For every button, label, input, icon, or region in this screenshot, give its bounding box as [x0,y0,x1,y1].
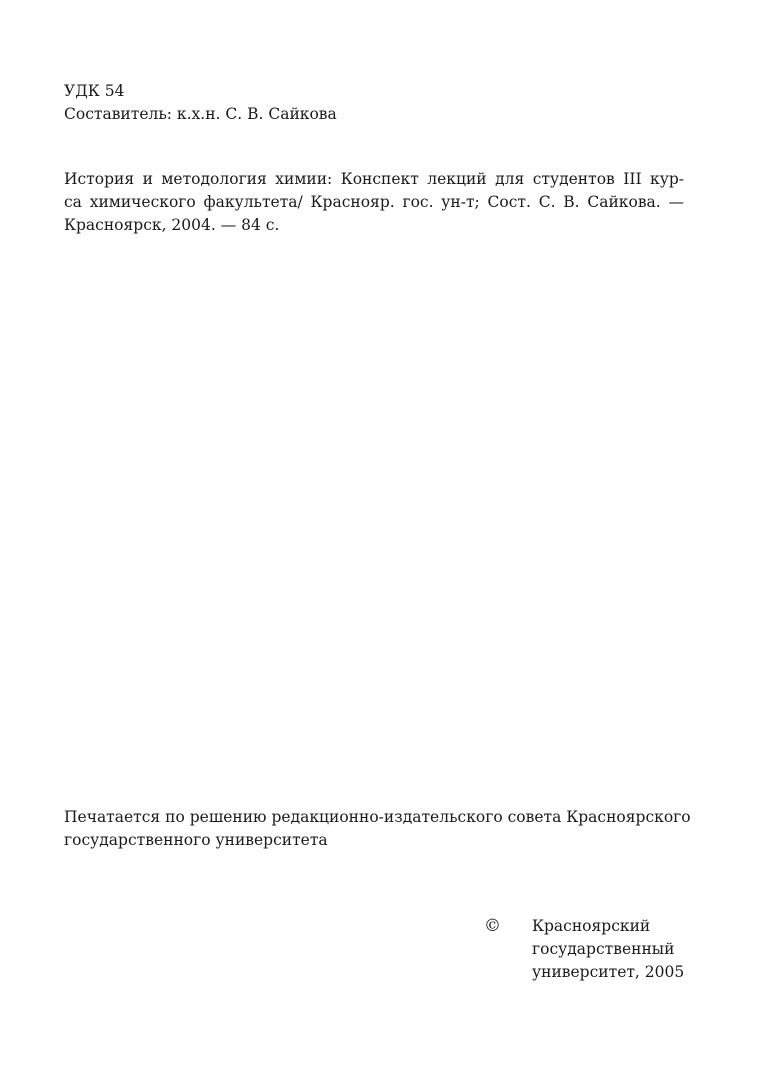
compiler-line: Составитель: к.х.н. С. В. Сайкова [64,105,337,123]
copyright-line: государственный [532,940,675,958]
copyright-line: университет, 2005 [532,963,685,981]
bibliographic-abstract [64,168,684,237]
header-block [64,80,684,126]
imprint-line: Печатается по решению редакционно-издательского совета Красноярского [64,808,691,826]
abstract-line: История и методология химии: Конспект лекций для студентов III кур- [64,170,684,188]
copyright-icon: © [484,916,501,936]
abstract-line: са химического факультета/ Краснояр. гос. ун-т; Сост. С. В. Сайкова. — [64,193,684,211]
copyright-line: Красноярский [532,917,651,935]
udk-code: УДК 54 [64,82,125,100]
abstract-line: Красноярск, 2004. — 84 с. [64,216,280,234]
copyright-holder [532,915,684,984]
imprint-line: государственного университета [64,831,328,849]
imprint-statement [64,806,691,852]
